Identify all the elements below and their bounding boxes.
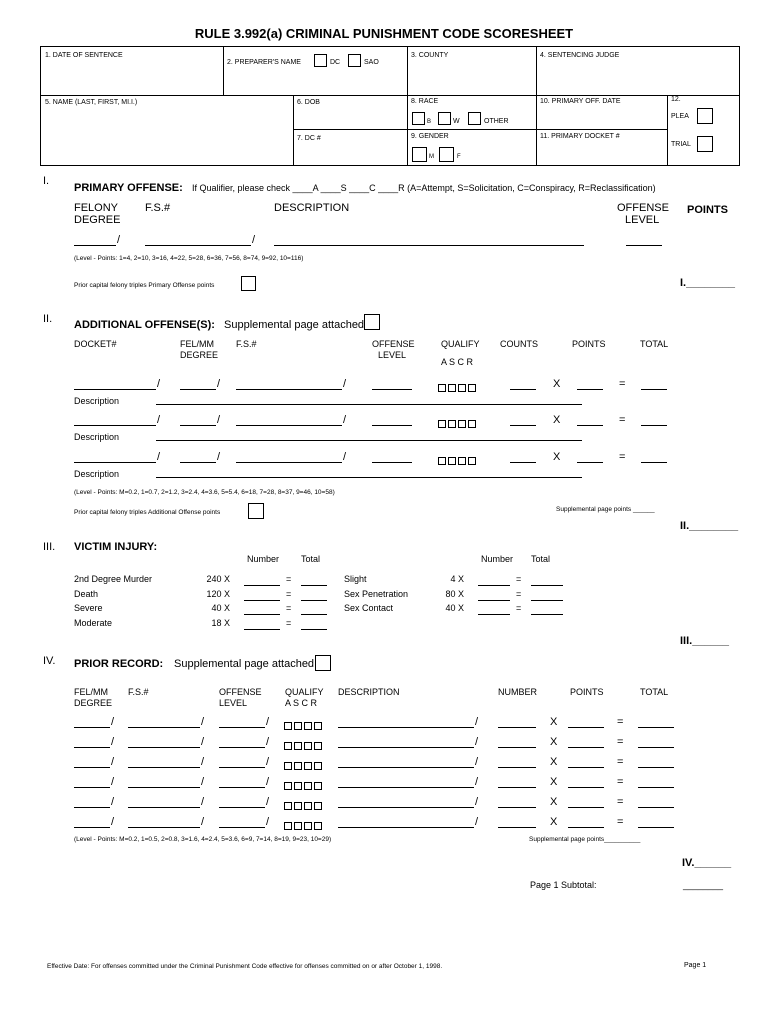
section-4-subtotal[interactable]: IV.______	[682, 857, 732, 869]
prior-record-5-qualify-boxes	[284, 797, 324, 815]
slash: /	[475, 736, 479, 748]
victim-left-1-multiplier: 240 X	[206, 574, 230, 584]
description-field[interactable]	[274, 236, 584, 246]
prior-record-1-qualify-c-checkbox[interactable]	[304, 722, 312, 730]
add-offense-3-fs-field[interactable]	[236, 453, 342, 463]
victim-right-1-eq: =	[516, 574, 522, 584]
prior-record-3-description-field[interactable]	[338, 758, 474, 768]
add-offense-2-fs-field[interactable]	[236, 416, 342, 426]
add-offense-3-description-label: Description	[74, 469, 120, 479]
add-offense-1-felmm-field[interactable]	[180, 380, 216, 390]
victim-right-2-number-field[interactable]	[478, 591, 510, 601]
prior-record-3-total-field[interactable]	[638, 758, 674, 768]
slash: /	[157, 378, 161, 390]
col-degree: DEGREE	[74, 214, 121, 226]
add-offense-2-description-label: Description	[74, 432, 120, 442]
prior-record-4-qualify-r-checkbox[interactable]	[314, 782, 322, 790]
fs-field[interactable]	[145, 236, 251, 246]
race-b-checkbox[interactable]	[412, 112, 425, 125]
slash: /	[266, 716, 270, 728]
page-title: RULE 3.992(a) CRIMINAL PUNISHMENT CODE SCORESHEET	[194, 26, 574, 41]
felony-degree-field[interactable]	[74, 236, 116, 246]
prior-record-1-x: X	[550, 716, 558, 728]
section-1-level-points: (Level - Points: 1=4, 2=10, 3=16, 4=22, 5=28, 6=36, 7=56, 8=74, 9=92, 10=116)	[74, 255, 304, 262]
victim-left-2-eq: =	[286, 588, 292, 599]
prior-record-2-description-field[interactable]	[338, 738, 474, 748]
slash: /	[475, 776, 479, 788]
slash: /	[475, 756, 479, 768]
page-number: Page 1	[684, 962, 707, 969]
prior-record-4-points-field[interactable]	[568, 778, 604, 788]
plea-checkbox[interactable]	[697, 108, 713, 124]
preparers-name-label: 2. PREPARER'S NAME	[227, 59, 301, 66]
dc-label: DC	[330, 59, 341, 66]
slash: /	[266, 796, 270, 808]
prior-record-4-qualify-a-checkbox[interactable]	[284, 782, 292, 790]
slash: /	[111, 736, 115, 748]
col-level-2: LEVEL	[378, 350, 407, 360]
victim-left-4-total-field[interactable]	[301, 620, 327, 630]
victim-right-2-label: Sex Penetration	[344, 588, 409, 599]
prior-record-3-felmm-field[interactable]	[74, 758, 110, 768]
col-total-4: TOTAL	[640, 687, 669, 697]
victim-left-2-total-field[interactable]	[301, 591, 327, 601]
prior-record-heading: PRIOR RECORD:	[74, 658, 164, 670]
add-offense-3-points-field[interactable]	[577, 453, 603, 463]
col-total-left: Total	[301, 554, 321, 564]
add-offense-1-fs-field[interactable]	[236, 380, 342, 390]
prior-record-6-eq: =	[617, 816, 624, 828]
plea-trial-number: 12.	[671, 96, 681, 103]
victim-left-3-eq: =	[286, 603, 292, 613]
col-degree-2: DEGREE	[180, 350, 219, 360]
add-offense-3-qualify-a-checkbox[interactable]	[438, 457, 446, 465]
victim-right-3-eq: =	[516, 603, 522, 613]
col-description-4: DESCRIPTION	[338, 687, 400, 697]
prior-capital-primary-text: Prior capital felony triples Primary Offense points	[74, 282, 215, 289]
section-2-supplemental-points[interactable]: Supplemental page points ______	[556, 506, 655, 513]
prior-record-5-qualify-r-checkbox[interactable]	[314, 802, 322, 810]
prior-record-6-x: X	[550, 816, 558, 828]
prior-record-2-qualify-s-checkbox[interactable]	[294, 742, 302, 750]
victim-injury-heading: VICTIM INJURY:	[74, 541, 158, 553]
slash: /	[111, 756, 115, 768]
prior-record-4-qualify-boxes	[284, 777, 324, 795]
prior-capital-primary-checkbox[interactable]	[241, 276, 256, 291]
slash: /	[217, 414, 221, 426]
col-number-4: NUMBER	[498, 687, 538, 697]
slash: /	[475, 816, 479, 828]
add-offense-2-points-field[interactable]	[577, 416, 603, 426]
prior-record-supplemental-label: Supplemental page attached	[174, 658, 315, 670]
col-fs-2: F.S.#	[236, 339, 257, 349]
add-offense-1-qualify-s-checkbox[interactable]	[448, 384, 456, 392]
victim-right-3-total-field[interactable]	[531, 605, 563, 615]
col-docket: DOCKET#	[74, 339, 117, 349]
plea-label: PLEA	[671, 113, 689, 120]
race-w-checkbox[interactable]	[438, 112, 451, 125]
add-offense-1-qualify-c-checkbox[interactable]	[458, 384, 466, 392]
prior-record-2-qualify-r-checkbox[interactable]	[314, 742, 322, 750]
gender-f-label: F	[457, 154, 461, 160]
add-offense-1-counts-field[interactable]	[510, 380, 536, 390]
col-ascr: A S C R	[441, 357, 474, 367]
prior-record-4-total-field[interactable]	[638, 778, 674, 788]
prior-capital-additional-text: Prior capital felony triples Additional Offense points	[74, 509, 221, 516]
add-offense-3-docket-field[interactable]	[74, 453, 156, 463]
dc-number-label: 7. DC #	[297, 135, 321, 142]
slash: /	[201, 716, 205, 728]
add-offense-2-eq: =	[619, 414, 626, 426]
supplemental-attached-label: Supplemental page attached	[224, 319, 365, 331]
prior-record-6-level-field[interactable]	[219, 818, 265, 828]
col-qualify-4: QUALIFY	[285, 687, 324, 697]
sentencing-judge-label: 4. SENTENCING JUDGE	[540, 52, 620, 59]
prior-record-4-level-field[interactable]	[219, 778, 265, 788]
prior-record-5-number-field[interactable]	[498, 798, 536, 808]
race-other-checkbox[interactable]	[468, 112, 481, 125]
victim-left-2-label: Death	[74, 588, 99, 599]
section-3-roman: III.	[43, 541, 56, 553]
qualifier-text: If Qualifier, please check ____A ____S ____C ____R (A=Attempt, S=Solicitation, C=Conspiracy, R=Reclassification)	[192, 183, 656, 193]
race-label: 8. RACE	[411, 98, 439, 105]
add-offense-1-x: X	[553, 378, 561, 390]
add-offense-2-x: X	[553, 414, 561, 426]
section-1-subtotal[interactable]: I.________	[680, 277, 736, 289]
add-offense-3-qualify-s-checkbox[interactable]	[448, 457, 456, 465]
prior-record-6-qualify-a-checkbox[interactable]	[284, 822, 292, 830]
victim-right-3-label: Sex Contact	[344, 603, 394, 613]
slash: /	[217, 378, 221, 390]
primary-off-date-label: 10. PRIMARY OFF. DATE	[540, 98, 621, 105]
slash: /	[217, 451, 221, 463]
slash: /	[343, 451, 347, 463]
victim-right-2-total-field[interactable]	[531, 591, 563, 601]
col-number-left: Number	[247, 554, 280, 564]
add-offense-1-level-field[interactable]	[372, 380, 412, 390]
prior-record-6-fs-field[interactable]	[128, 818, 200, 828]
trial-label: TRIAL	[671, 141, 691, 148]
add-offense-3-counts-field[interactable]	[510, 453, 536, 463]
prior-record-2-felmm-field[interactable]	[74, 738, 110, 748]
prior-record-1-number-field[interactable]	[498, 718, 536, 728]
prior-record-2-points-field[interactable]	[568, 738, 604, 748]
col-felmm-4: FEL/MM	[74, 687, 109, 697]
victim-right-1-multiplier: 4 X	[450, 574, 464, 584]
prior-record-4-eq: =	[617, 776, 624, 788]
add-offense-3-description-field[interactable]	[156, 468, 582, 478]
victim-left-1-label: 2nd Degree Murder	[74, 574, 153, 584]
prior-record-1-total-field[interactable]	[638, 718, 674, 728]
prior-record-3-qualify-a-checkbox[interactable]	[284, 762, 292, 770]
slash: /	[201, 776, 205, 788]
gender-m-checkbox[interactable]	[412, 147, 427, 162]
section-2-roman: II.	[43, 313, 53, 325]
prior-record-6-felmm-field[interactable]	[74, 818, 110, 828]
victim-right-3-multiplier: 40 X	[445, 603, 464, 613]
victim-right-2-multiplier: 80 X	[445, 588, 464, 599]
offense-level-field[interactable]	[626, 236, 662, 246]
prior-record-4-fs-field[interactable]	[128, 778, 200, 788]
race-other-label: OTHER	[484, 118, 509, 125]
prior-record-2-number-field[interactable]	[498, 738, 536, 748]
add-offense-2-counts-field[interactable]	[510, 416, 536, 426]
prior-record-3-qualify-r-checkbox[interactable]	[314, 762, 322, 770]
prior-record-6-points-field[interactable]	[568, 818, 604, 828]
prior-record-1-eq: =	[617, 716, 624, 728]
prior-record-1-level-field[interactable]	[219, 718, 265, 728]
col-fs-4: F.S.#	[128, 687, 149, 697]
dc-checkbox[interactable]	[314, 54, 327, 67]
prior-record-5-total-field[interactable]	[638, 798, 674, 808]
slash: /	[343, 414, 347, 426]
victim-right-1-label: Slight	[344, 574, 367, 584]
victim-right-1-total-field[interactable]	[531, 576, 563, 586]
victim-right-3-number-field[interactable]	[478, 605, 510, 615]
prior-record-2-level-field[interactable]	[219, 738, 265, 748]
col-points-2: POINTS	[572, 339, 606, 349]
add-offense-2-total-field[interactable]	[641, 416, 667, 426]
victim-left-3-total-field[interactable]	[301, 605, 327, 615]
add-offense-3-eq: =	[619, 451, 626, 463]
add-offense-1-points-field[interactable]	[577, 380, 603, 390]
victim-left-1-number-field[interactable]	[244, 576, 280, 586]
col-level-4: LEVEL	[219, 698, 248, 708]
col-counts: COUNTS	[500, 339, 538, 349]
col-total-right: Total	[531, 554, 551, 564]
race-b-label: B	[427, 119, 432, 125]
page-subtotal-label: Page 1 Subtotal:	[530, 880, 597, 890]
prior-record-1-felmm-field[interactable]	[74, 718, 110, 728]
trial-checkbox[interactable]	[697, 136, 713, 152]
prior-record-3-qualify-boxes	[284, 757, 324, 775]
prior-record-1-fs-field[interactable]	[128, 718, 200, 728]
col-points: POINTS	[687, 204, 728, 216]
prior-record-3-x: X	[550, 756, 558, 768]
victim-left-2-multiplier: 120 X	[206, 588, 230, 599]
victim-left-3-multiplier: 40 X	[211, 603, 230, 613]
add-offense-2-qualify-r-checkbox[interactable]	[468, 420, 476, 428]
prior-record-2-eq: =	[617, 736, 624, 748]
prior-record-2-qualify-c-checkbox[interactable]	[304, 742, 312, 750]
victim-left-2-number-field[interactable]	[244, 591, 280, 601]
add-offense-2-qualify-a-checkbox[interactable]	[438, 420, 446, 428]
header-grid	[40, 46, 740, 166]
section-4-roman: IV.	[43, 655, 56, 667]
victim-left-4-eq: =	[286, 617, 292, 628]
prior-record-6-qualify-s-checkbox[interactable]	[294, 822, 302, 830]
dob-label: 6. DOB	[297, 99, 320, 106]
col-description: DESCRIPTION	[274, 202, 350, 214]
primary-docket-label: 11. PRIMARY DOCKET #	[540, 133, 620, 140]
prior-record-5-level-field[interactable]	[219, 798, 265, 808]
col-offense: OFFENSE	[617, 202, 669, 214]
slash: /	[111, 716, 115, 728]
col-ascr-4: A S C R	[285, 698, 318, 708]
prior-record-4-felmm-field[interactable]	[74, 778, 110, 788]
slash: /	[111, 776, 115, 788]
effective-date-text: Effective Date: For offenses committed under the Criminal Punishment Code effective for offenses committed on or after October 1, 1998.	[47, 963, 443, 970]
col-offense-4: OFFENSE	[219, 687, 262, 697]
add-offense-2-level-field[interactable]	[372, 416, 412, 426]
prior-record-1-qualify-s-checkbox[interactable]	[294, 722, 302, 730]
add-offense-2-description-field[interactable]	[156, 431, 582, 441]
victim-left-1-total-field[interactable]	[301, 576, 327, 586]
col-felony: FELONY	[74, 202, 119, 214]
prior-record-5-felmm-field[interactable]	[74, 798, 110, 808]
prior-record-2-fs-field[interactable]	[128, 738, 200, 748]
add-offense-1-qualify-a-checkbox[interactable]	[438, 384, 446, 392]
county-label: 3. COUNTY	[411, 52, 449, 59]
prior-record-3-qualify-s-checkbox[interactable]	[294, 762, 302, 770]
prior-record-4-description-field[interactable]	[338, 778, 474, 788]
prior-record-4-x: X	[550, 776, 558, 788]
date-of-sentence-label: 1. DATE OF SENTENCE	[45, 52, 123, 59]
add-offense-2-qualify-s-checkbox[interactable]	[448, 420, 456, 428]
sao-checkbox[interactable]	[348, 54, 361, 67]
victim-left-3-label: Severe	[74, 603, 103, 613]
prior-record-4-number-field[interactable]	[498, 778, 536, 788]
prior-record-6-total-field[interactable]	[638, 818, 674, 828]
prior-record-5-description-field[interactable]	[338, 798, 474, 808]
victim-right-2-eq: =	[516, 588, 522, 599]
gender-f-checkbox[interactable]	[439, 147, 454, 162]
name-label: 5. NAME (LAST, FIRST, MI.I.)	[45, 99, 138, 106]
section-4-level-points: (Level - Points: M=0.2, 1=0.5, 2=0.8, 3=1.6, 4=2.4, 5=3.6, 6=9, 7=14, 8=19, 9=23, 10=29)	[74, 836, 332, 843]
prior-record-1-qualify-boxes	[284, 717, 324, 735]
prior-record-4-qualify-s-checkbox[interactable]	[294, 782, 302, 790]
supplemental-attached-checkbox[interactable]	[364, 314, 380, 330]
add-offense-1-total-field[interactable]	[641, 380, 667, 390]
prior-record-6-qualify-r-checkbox[interactable]	[314, 822, 322, 830]
section-2-subtotal[interactable]: II.________	[680, 520, 739, 532]
slash: /	[343, 378, 347, 390]
slash: /	[475, 716, 479, 728]
col-felmm: FEL/MM	[180, 339, 215, 349]
additional-offenses-heading: ADDITIONAL OFFENSE(S):	[74, 319, 215, 331]
add-offense-2-felmm-field[interactable]	[180, 416, 216, 426]
add-offense-3-felmm-field[interactable]	[180, 453, 216, 463]
add-offense-1-eq: =	[619, 378, 626, 390]
prior-record-6-qualify-c-checkbox[interactable]	[304, 822, 312, 830]
col-points-4: POINTS	[570, 687, 604, 697]
slash: /	[201, 756, 205, 768]
add-offense-3-level-field[interactable]	[372, 453, 412, 463]
add-offense-3-qualify-r-checkbox[interactable]	[468, 457, 476, 465]
prior-record-5-eq: =	[617, 796, 624, 808]
col-degree-4: DEGREE	[74, 698, 113, 708]
prior-record-5-qualify-a-checkbox[interactable]	[284, 802, 292, 810]
prior-record-6-qualify-boxes	[284, 817, 324, 835]
prior-record-6-description-field[interactable]	[338, 818, 474, 828]
prior-record-3-fs-field[interactable]	[128, 758, 200, 768]
prior-record-3-points-field[interactable]	[568, 758, 604, 768]
prior-record-5-fs-field[interactable]	[128, 798, 200, 808]
slash: /	[201, 796, 205, 808]
add-offense-1-description-field[interactable]	[156, 395, 582, 405]
add-offense-3-qualify-c-checkbox[interactable]	[458, 457, 466, 465]
prior-record-1-qualify-a-checkbox[interactable]	[284, 722, 292, 730]
slash: /	[157, 451, 161, 463]
slash: /	[475, 796, 479, 808]
section-3-subtotal[interactable]: III.______	[680, 635, 729, 647]
section-1-roman: I.	[43, 175, 50, 187]
slash: /	[266, 756, 270, 768]
slash: /	[266, 736, 270, 748]
col-total: TOTAL	[640, 339, 669, 349]
prior-record-1-qualify-r-checkbox[interactable]	[314, 722, 322, 730]
section-4-supplemental-points[interactable]: Supplemental page points__________	[529, 836, 641, 843]
slash: /	[157, 414, 161, 426]
prior-record-3-number-field[interactable]	[498, 758, 536, 768]
victim-left-4-multiplier: 18 X	[211, 617, 230, 628]
col-level: LEVEL	[625, 214, 660, 226]
col-offense-2: OFFENSE	[372, 339, 415, 349]
add-offense-2-qualify-c-checkbox[interactable]	[458, 420, 466, 428]
prior-record-3-eq: =	[617, 756, 624, 768]
victim-left-3-number-field[interactable]	[244, 605, 280, 615]
slash: /	[266, 816, 270, 828]
victim-left-4-number-field[interactable]	[244, 620, 280, 630]
col-number-right: Number	[481, 554, 514, 564]
add-offense-1-description-label: Description	[74, 396, 120, 406]
section-2-level-points: (Level - Points: M=0.2, 1=0.7, 2=1.2, 3=2.4, 4=3.6, 5=5.4, 6=18, 7=28, 8=37, 9=46, 10=58)	[74, 489, 335, 496]
gender-label: 9. GENDER	[411, 133, 449, 140]
page-subtotal-field[interactable]: ________	[683, 880, 724, 890]
add-offense-3-total-field[interactable]	[641, 453, 667, 463]
prior-record-3-qualify-c-checkbox[interactable]	[304, 762, 312, 770]
col-fs: F.S.#	[145, 202, 171, 214]
gender-m-label: M	[429, 154, 434, 160]
primary-offense-heading: PRIMARY OFFENSE:	[74, 182, 183, 194]
prior-record-2-qualify-boxes	[284, 737, 324, 755]
add-offense-2-docket-field[interactable]	[74, 416, 156, 426]
add-offense-3-x: X	[553, 451, 561, 463]
prior-record-5-qualify-s-checkbox[interactable]	[294, 802, 302, 810]
slash: /	[266, 776, 270, 788]
prior-record-1-points-field[interactable]	[568, 718, 604, 728]
prior-record-2-x: X	[550, 736, 558, 748]
slash: /	[201, 816, 205, 828]
victim-left-1-eq: =	[286, 574, 292, 584]
prior-record-3-level-field[interactable]	[219, 758, 265, 768]
prior-record-1-description-field[interactable]	[338, 718, 474, 728]
slash: /	[201, 736, 205, 748]
prior-record-5-qualify-c-checkbox[interactable]	[304, 802, 312, 810]
add-offense-1-qualify-r-checkbox[interactable]	[468, 384, 476, 392]
prior-record-2-qualify-a-checkbox[interactable]	[284, 742, 292, 750]
slash: /	[111, 796, 115, 808]
prior-capital-additional-checkbox[interactable]	[248, 503, 264, 519]
prior-record-2-total-field[interactable]	[638, 738, 674, 748]
sao-label: SAO	[364, 59, 379, 66]
prior-record-5-x: X	[550, 796, 558, 808]
prior-record-5-points-field[interactable]	[568, 798, 604, 808]
prior-record-4-qualify-c-checkbox[interactable]	[304, 782, 312, 790]
prior-record-6-number-field[interactable]	[498, 818, 536, 828]
victim-right-1-number-field[interactable]	[478, 576, 510, 586]
race-w-label: W	[453, 118, 460, 125]
col-qualify: QUALIFY	[441, 339, 480, 349]
victim-left-4-label: Moderate	[74, 617, 113, 628]
prior-record-supplemental-checkbox[interactable]	[315, 655, 331, 671]
slash: /	[111, 816, 115, 828]
add-offense-1-docket-field[interactable]	[74, 380, 156, 390]
